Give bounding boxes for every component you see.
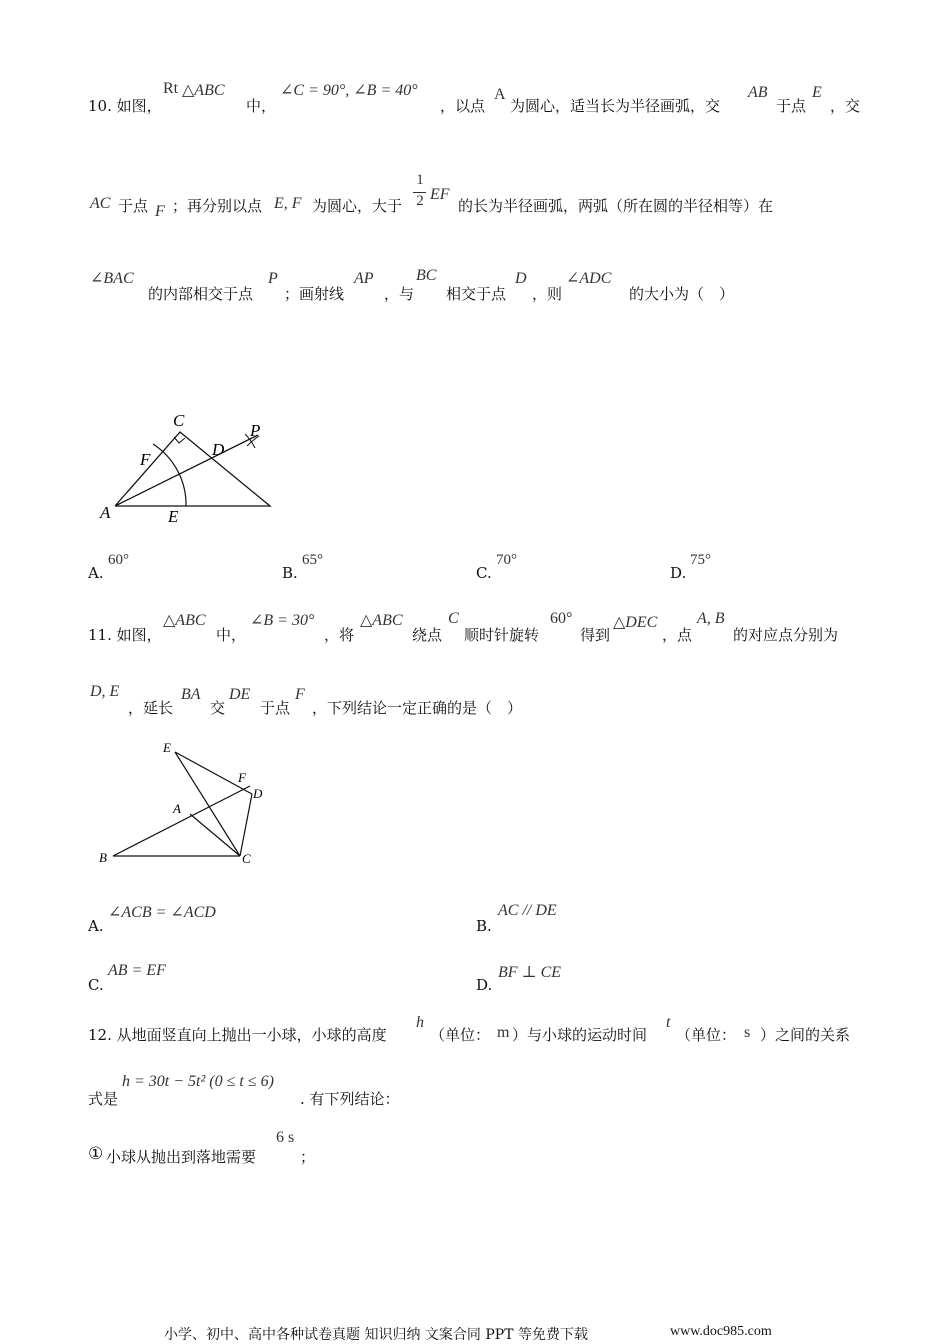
q12-text-6: 式是	[88, 1090, 119, 1108]
footer-text: 小学、初中、高中各种试卷真题 知识归纳 文案合同 PPT 等免费下载	[164, 1327, 588, 1343]
segment-ac	[190, 814, 240, 856]
q10-figure	[95, 410, 285, 530]
q10-angles: ∠C = 90°, ∠B = 40°	[280, 82, 418, 99]
q12-text-5: ）之间的关系	[760, 1026, 851, 1044]
q10-segment-ab: AB	[748, 84, 768, 101]
q10-text: 的长为半径画弧，两弧（所在圆的半径相等）在	[458, 197, 774, 215]
fraction-numerator: 1	[416, 172, 424, 188]
segment-ec	[175, 752, 240, 856]
q10-triangle: △ABC	[182, 82, 225, 99]
q10-point-e: E	[812, 84, 822, 101]
q10-option-c[interactable]: 70°	[496, 552, 517, 568]
label-a: A	[173, 801, 181, 816]
q10-angle-adc: ∠ADC	[566, 270, 612, 287]
q10-text: 为圆心，适当长为半径画弧，交	[510, 97, 721, 115]
q12-circle-1: ①	[88, 1144, 104, 1164]
q10-option-d[interactable]: 75°	[690, 552, 711, 568]
q11-points-de: D, E	[90, 683, 120, 700]
label-b: B	[99, 850, 107, 865]
q11-text: 绕点	[412, 626, 443, 644]
q10-text: ，则	[532, 285, 563, 303]
label-f: F	[238, 770, 246, 785]
footer-url[interactable]: www.doc985.com	[670, 1324, 772, 1339]
q11-option-b-letter: B.	[476, 917, 492, 935]
q10-text: ，与	[384, 285, 415, 303]
q10-text: ，以点	[440, 97, 486, 115]
q10-option-d-letter: D.	[670, 564, 687, 582]
q12-text-2: （单位：	[430, 1026, 491, 1044]
q10-ray-ap: AP	[354, 270, 374, 287]
label-d: D	[212, 440, 225, 459]
q11-angle-b: ∠B = 30°	[250, 612, 315, 629]
q11-point-f: F	[295, 686, 305, 703]
q12-conclusion-1-end: ；	[300, 1148, 316, 1166]
q11-triangle-2: △ABC	[360, 612, 403, 629]
q11-text: ，下列结论一定正确的是（ ）	[312, 699, 523, 717]
q11-option-b[interactable]: AC // DE	[498, 902, 557, 919]
q10-text: 中，	[246, 97, 277, 115]
label-e: E	[163, 740, 171, 755]
q11-figure	[95, 738, 275, 870]
q12-text-7: . 有下列结论：	[300, 1090, 400, 1108]
q12-h: h	[416, 1014, 424, 1031]
q11-option-d[interactable]: BF ⊥ CE	[498, 964, 562, 981]
q10-option-b-letter: B.	[282, 564, 298, 582]
q11-text: 交	[210, 699, 226, 717]
label-c: C	[173, 411, 185, 430]
q10-segment-ac: AC	[90, 195, 111, 212]
segment-dc	[240, 794, 252, 856]
q12-formula: h = 30t − 5t² (0 ≤ t ≤ 6)	[122, 1073, 274, 1090]
q11-text: 中，	[216, 626, 247, 644]
q11-option-d-letter: D.	[476, 976, 493, 994]
q11-text: 顺时针旋转	[464, 626, 540, 644]
q11-point-c: C	[448, 610, 459, 627]
q10-text: ，交	[830, 97, 861, 115]
q12-text-1: 12. 从地面竖直向上抛出一小球，小球的高度	[88, 1026, 387, 1044]
q11-segment-de: DE	[229, 686, 251, 703]
label-a: A	[100, 503, 111, 522]
q11-degree: 60°	[550, 610, 573, 627]
q10-option-a-letter: A.	[88, 564, 104, 582]
q11-triangle: △ABC	[163, 612, 206, 629]
q11-option-a-letter: A.	[88, 917, 104, 935]
q10-number: 10. 如图，	[88, 97, 162, 115]
q10-text: 的内部相交于点	[148, 285, 254, 303]
q11-points-ab: A, B	[697, 610, 725, 627]
q12-conclusion-1: 小球从抛出到落地需要	[106, 1148, 257, 1166]
q11-text: ，点	[662, 626, 693, 644]
label-c: C	[242, 851, 251, 866]
q12-text-4: （单位：	[676, 1026, 737, 1044]
label-d: D	[253, 786, 263, 801]
q10-point-a: A	[494, 86, 506, 103]
q11-option-c[interactable]: AB = EF	[108, 962, 166, 979]
q11-segment-ba: BA	[181, 686, 201, 703]
q11-text: 的对应点分别为	[733, 626, 839, 644]
q10-points-ef: E, F	[274, 195, 302, 212]
q10-point-d: D	[515, 270, 527, 287]
q10-text: 于点	[118, 197, 149, 215]
q10-option-c-letter: C.	[476, 564, 492, 582]
q11-text: 得到	[580, 626, 611, 644]
label-e: E	[168, 507, 179, 526]
q12-conclusion-1-value: 6 s	[276, 1129, 295, 1146]
q10-text: 的大小为（ ）	[629, 285, 735, 303]
q10-rt: Rt	[163, 80, 179, 97]
q12-t: t	[666, 1014, 671, 1031]
q10-segment-ef: EF	[430, 186, 450, 203]
q11-number: 11. 如图，	[88, 626, 162, 644]
q11-option-a[interactable]: ∠ACB = ∠ACD	[108, 904, 216, 921]
q10-text: 为圆心，大于	[312, 197, 403, 215]
q11-triangle-dec: △DEC	[613, 614, 658, 631]
q11-text: ，将	[324, 626, 355, 644]
q12-text-3: ）与小球的运动时间	[512, 1026, 648, 1044]
arc-ef	[153, 444, 186, 506]
q10-text: 相交于点	[446, 285, 507, 303]
q10-point-p: P	[268, 270, 278, 287]
q11-text: 于点	[260, 699, 291, 717]
q11-text: ，延长	[128, 699, 174, 717]
q10-segment-bc: BC	[416, 267, 437, 284]
q10-text: ；再分别以点	[172, 197, 263, 215]
q12-unit-s: s	[744, 1024, 751, 1041]
q10-point-f: F	[155, 203, 165, 220]
q10-text: ；画射线	[284, 285, 345, 303]
line-bf	[113, 786, 250, 856]
q11-option-c-letter: C.	[88, 976, 104, 994]
q10-text: 于点	[776, 97, 807, 115]
q10-option-b[interactable]: 65°	[302, 552, 323, 568]
q10-angle-bac: ∠BAC	[90, 270, 134, 287]
label-p: P	[250, 421, 261, 440]
q10-option-a[interactable]: 60°	[108, 552, 129, 568]
fraction-denominator: 2	[416, 193, 424, 209]
ray-ap	[115, 435, 258, 506]
q12-unit-m: m	[497, 1024, 510, 1041]
label-f: F	[140, 450, 151, 469]
